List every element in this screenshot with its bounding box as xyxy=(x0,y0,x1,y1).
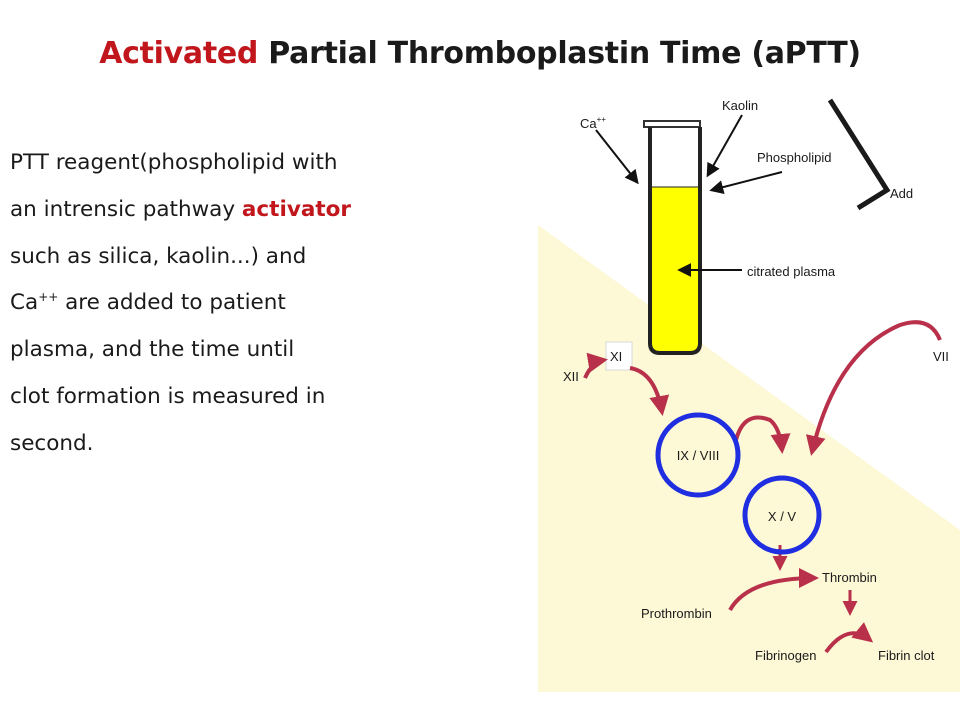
ca-arrow xyxy=(596,130,637,182)
add-bracket xyxy=(830,100,887,208)
thrombin-label: Thrombin xyxy=(822,570,877,585)
test-tube xyxy=(644,121,700,353)
text-line-7: second. xyxy=(10,430,94,456)
citrated-plasma-label: citrated plasma xyxy=(747,264,836,279)
x-v-label: X / V xyxy=(767,509,797,524)
add-label: Add xyxy=(890,186,914,201)
phospholipid-label: Phospholipid xyxy=(757,150,832,165)
prothrombin-label: Prothrombin xyxy=(641,606,712,621)
kaolin-label: Kaolin xyxy=(722,98,759,113)
text-line-1: PTT reagent(phospholipid with xyxy=(10,150,338,175)
calcium-symbol: Ca xyxy=(10,290,39,316)
factor-xii-label: XII xyxy=(563,369,579,384)
activator-highlight: activator xyxy=(241,196,351,222)
ix-viii-label: IX / VIII xyxy=(676,448,720,463)
title-main: Partial Thromboplastin Time (aPTT) xyxy=(268,36,861,71)
text-line-5: plasma, and the time until xyxy=(10,337,295,363)
factor-vii-label: VII xyxy=(933,349,949,364)
factor-xi-label: XI xyxy=(610,349,623,364)
kaolin-arrow xyxy=(708,115,742,175)
diagram-background xyxy=(538,225,960,692)
fibrin-clot-label: Fibrin clot xyxy=(878,648,935,663)
vii-to-x-arrow xyxy=(812,322,940,452)
text-line-2-start: an intrensic pathway xyxy=(10,196,242,222)
phospholipid-arrow xyxy=(712,172,782,190)
calcium-superscript: ++ xyxy=(38,290,59,305)
text-line-6: clot formation is measured in xyxy=(10,383,326,409)
ca-label: Ca++ xyxy=(580,115,606,131)
title-accent: Activated xyxy=(99,36,259,71)
fibrinogen-label: Fibrinogen xyxy=(755,648,817,663)
text-line-3: such as silica, kaolin...) and xyxy=(10,243,307,269)
text-line-4-rest: are added to patient xyxy=(58,290,286,316)
